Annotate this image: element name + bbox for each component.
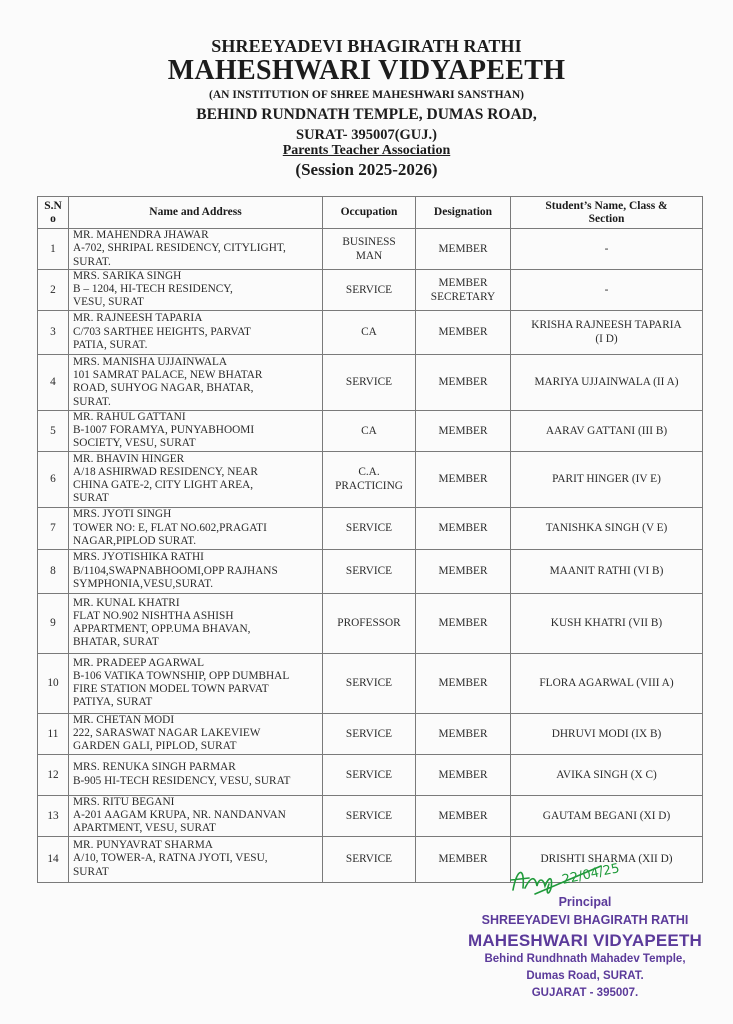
name-address-cell	[69, 451, 323, 507]
occupation-cell-line: SERVICE	[345, 283, 393, 296]
designation-cell	[416, 269, 511, 310]
occupation-cell	[323, 310, 416, 354]
name-address-cell	[69, 507, 323, 549]
designation-cell	[416, 229, 511, 270]
student-cell	[511, 713, 703, 754]
table-row	[38, 593, 703, 653]
student-cell-line: GAUTAM BEGANI (XI D)	[542, 809, 671, 822]
stamp-title: Principal	[558, 895, 612, 909]
occupation-cell-line: SERVICE	[345, 522, 393, 535]
occupation-cell-line: SERVICE	[345, 677, 393, 690]
student-cell	[511, 593, 703, 653]
student-cell-line: -	[604, 283, 609, 296]
column-header-designation: Designation	[416, 197, 511, 229]
student-cell	[511, 549, 703, 593]
designation-cell-line: MEMBER	[438, 242, 488, 255]
name-address-cell	[69, 713, 323, 754]
sno-cell: 9	[38, 593, 69, 653]
occupation-cell	[323, 754, 416, 795]
occupation-cell-line: SERVICE	[345, 565, 393, 578]
name-address-cell-line: MRS. RENUKA SINGH PARMAR	[73, 761, 236, 774]
name-address-cell-line: A-702, SHRIPAL RESIDENCY, CITYLIGHT,	[73, 242, 286, 255]
designation-cell-line: MEMBER	[438, 727, 488, 740]
occupation-cell	[323, 451, 416, 507]
name-address-cell-line: B-1007 FORAMYA, PUNYABHOOMI	[73, 424, 255, 437]
school-name: MAHESHWARI VIDYAPEETH	[167, 55, 566, 86]
designation-cell	[416, 653, 511, 713]
student-cell-line: TANISHKA SINGH (V E)	[545, 522, 668, 535]
column-header-student: Student’s Name, Class & Section	[511, 197, 703, 229]
table-row	[38, 653, 703, 713]
designation-cell	[416, 593, 511, 653]
column-header-sno: S.N o	[38, 197, 69, 229]
column-header-occupation: Occupation	[323, 197, 416, 229]
name-address-cell-line: SURAT	[73, 865, 109, 878]
student-cell-line: FLORA AGARWAL (VIII A)	[539, 677, 674, 690]
name-address-cell-line: MRS. JYOTI SINGH	[73, 508, 172, 521]
name-address-cell-line: APARTMENT, VESU, SURAT	[73, 822, 216, 835]
name-address-cell-line: 222, SARASWAT NAGAR LAKEVIEW	[73, 727, 261, 740]
sno-cell: 2	[38, 269, 69, 310]
occupation-cell	[323, 836, 416, 882]
name-address-cell	[69, 836, 323, 882]
designation-cell	[416, 410, 511, 451]
student-cell	[511, 354, 703, 410]
designation-cell-line: MEMBER	[438, 424, 488, 437]
occupation-cell	[323, 507, 416, 549]
designation-cell-line: MEMBER	[438, 522, 488, 535]
name-address-cell-line: GARDEN GALI, PIPLOD, SURAT	[73, 740, 237, 753]
occupation-cell	[323, 354, 416, 410]
name-address-cell	[69, 310, 323, 354]
name-address-cell	[69, 269, 323, 310]
name-address-cell-line: TOWER NO: E, FLAT NO.602,PRAGATI	[73, 521, 267, 534]
designation-cell-line: MEMBER	[438, 376, 488, 389]
designation-cell	[416, 507, 511, 549]
designation-cell	[416, 754, 511, 795]
designation-cell	[416, 795, 511, 836]
occupation-cell-line: C.A.	[358, 466, 380, 479]
name-address-cell	[69, 410, 323, 451]
pta-members-table	[37, 196, 703, 883]
name-address-cell-line: APPARTMENT, OPP.UMA BHAVAN,	[73, 623, 251, 636]
name-address-cell-line: MR. KUNAL KHATRI	[73, 596, 180, 609]
student-cell-line: AVIKA SINGH (X C)	[556, 768, 657, 781]
student-cell	[511, 653, 703, 713]
occupation-cell-line: SERVICE	[345, 768, 393, 781]
designation-cell-line: MEMBER	[438, 326, 488, 339]
name-address-cell-line: PATIA, SURAT.	[73, 338, 148, 351]
designation-cell	[416, 836, 511, 882]
stamp-line-1: SHREEYADEVI BHAGIRATH RATHI	[481, 913, 689, 927]
sno-cell: 12	[38, 754, 69, 795]
name-address-cell-line: MRS. SARIKA SINGH	[73, 269, 182, 282]
occupation-cell-line: PROFESSOR	[337, 617, 401, 630]
occupation-cell-line: CA	[361, 326, 377, 339]
name-address-cell-line: B – 1204, HI-TECH RESIDENCY,	[73, 283, 233, 296]
name-address-cell-line: NAGAR,PIPLOD SURAT.	[73, 534, 197, 547]
name-address-cell-line: A-201 AAGAM KRUPA, NR. NANDANVAN	[73, 808, 286, 821]
designation-cell	[416, 354, 511, 410]
occupation-cell	[323, 653, 416, 713]
stamp-line-4: Dumas Road, SURAT.	[526, 970, 644, 982]
name-address-cell-line: SYMPHONIA,VESU,SURAT.	[73, 577, 214, 590]
sno-cell: 4	[38, 354, 69, 410]
student-cell	[511, 795, 703, 836]
student-cell-line: DRISHTI SHARMA (XII D)	[540, 853, 673, 866]
sno-cell: 11	[38, 713, 69, 754]
name-address-cell-line: MR. MAHENDRA JHAWAR	[73, 229, 209, 241]
occupation-cell	[323, 713, 416, 754]
name-address-cell-line: MR. PRADEEP AGARWAL	[73, 656, 205, 669]
sno-cell: 1	[38, 229, 69, 270]
name-address-cell-line: C/703 SARTHEE HEIGHTS, PARVAT	[73, 325, 251, 338]
committee-title: Parents Teacher Association	[282, 143, 451, 158]
sno-cell: 3	[38, 310, 69, 354]
designation-cell-line: MEMBER	[438, 809, 488, 822]
name-address-cell	[69, 593, 323, 653]
sno-cell: 14	[38, 836, 69, 882]
name-address-cell-line: SURAT.	[73, 395, 111, 408]
name-address-cell-line: SURAT	[73, 492, 109, 505]
name-address-cell-line: CHINA GATE-2, CITY LIGHT AREA,	[73, 479, 254, 492]
occupation-cell-line: PRACTICING	[335, 480, 403, 493]
designation-cell	[416, 713, 511, 754]
student-cell-line: AARAV GATTANI (III B)	[545, 424, 668, 437]
name-address-cell-line: MR. PUNYAVRAT SHARMA	[73, 839, 213, 852]
table-row	[38, 713, 703, 754]
student-cell	[511, 451, 703, 507]
student-cell	[511, 229, 703, 270]
name-address-cell-line: ROAD, SUHYOG NAGAR, BHATAR,	[73, 382, 254, 395]
name-address-cell-line: PATIYA, SURAT	[73, 696, 153, 709]
address-line-2: SURAT- 395007(GUJ.)	[296, 127, 437, 143]
occupation-cell-line: BUSINESS	[342, 235, 396, 248]
name-address-cell-line: MRS. MANISHA UJJAINWALA	[73, 355, 228, 368]
name-address-cell-line: MR. RAJNEESH TAPARIA	[73, 312, 203, 325]
name-address-cell	[69, 549, 323, 593]
student-cell	[511, 269, 703, 310]
sno-cell: 5	[38, 410, 69, 451]
occupation-cell-line: SERVICE	[345, 727, 393, 740]
principal-signature	[505, 858, 635, 898]
name-address-cell-line: FLAT NO.902 NISHTHA ASHISH	[73, 609, 234, 622]
name-address-cell-line: MRS. RITU BEGANI	[73, 795, 175, 808]
institution-line: (AN INSTITUTION OF SHREE MAHESHWARI SANSTHAN)	[209, 89, 524, 101]
signature-date: 22/04/25	[560, 861, 621, 888]
stamp-line-3: Behind Rundhnath Mahadev Temple,	[484, 953, 686, 965]
name-address-cell	[69, 229, 323, 270]
school-trust-name: SHREEYADEVI BHAGIRATH RATHI	[211, 36, 522, 56]
name-address-cell-line: B/1104,SWAPNABHOOMI,OPP RAJHANS	[73, 564, 278, 577]
table-row	[38, 549, 703, 593]
designation-cell	[416, 310, 511, 354]
designation-cell-line: MEMBER	[438, 853, 488, 866]
table-row	[38, 507, 703, 549]
occupation-cell	[323, 410, 416, 451]
name-address-cell-line: B-106 VATIKA TOWNSHIP, OPP DUMBHAL	[73, 669, 290, 682]
sno-cell: 7	[38, 507, 69, 549]
name-address-cell	[69, 795, 323, 836]
student-cell-line: (I D)	[595, 333, 618, 346]
name-address-cell	[69, 354, 323, 410]
student-cell-line: MARIYA UJJAINWALA (II A)	[534, 376, 679, 389]
name-address-cell-line: SOCIETY, VESU, SURAT	[73, 437, 196, 450]
student-cell	[511, 310, 703, 354]
name-address-cell-line: 101 SAMRAT PALACE, NEW BHATAR	[73, 368, 263, 381]
occupation-cell	[323, 795, 416, 836]
designation-cell-line: MEMBER	[438, 276, 488, 289]
occupation-cell-line: CA	[361, 424, 377, 437]
occupation-cell-line: SERVICE	[345, 376, 393, 389]
sno-cell: 8	[38, 549, 69, 593]
table-row	[38, 354, 703, 410]
occupation-cell-line: SERVICE	[345, 853, 393, 866]
designation-cell-line: MEMBER	[438, 473, 488, 486]
student-cell-line: PARIT HINGER (IV E)	[552, 473, 661, 486]
name-address-cell-line: B-905 HI-TECH RESIDENCY, VESU, SURAT	[73, 774, 291, 787]
designation-cell-line: MEMBER	[438, 677, 488, 690]
designation-cell	[416, 549, 511, 593]
occupation-cell	[323, 593, 416, 653]
student-cell	[511, 410, 703, 451]
designation-cell-line: MEMBER	[438, 768, 488, 781]
occupation-cell	[323, 549, 416, 593]
stamp-line-5: GUJARAT - 395007.	[531, 987, 639, 999]
sno-cell: 13	[38, 795, 69, 836]
student-cell	[511, 507, 703, 549]
student-cell	[511, 754, 703, 795]
name-address-cell	[69, 653, 323, 713]
name-address-cell-line: MRS. JYOTISHIKA RATHI	[73, 551, 204, 564]
designation-cell	[416, 451, 511, 507]
column-header-name-address: Name and Address	[69, 197, 323, 229]
name-address-cell-line: VESU, SURAT	[73, 296, 144, 309]
table-row	[38, 451, 703, 507]
student-cell-line: DHRUVI MODI (IX B)	[551, 727, 662, 740]
table-row	[38, 310, 703, 354]
sno-cell: 10	[38, 653, 69, 713]
table-row	[38, 754, 703, 795]
name-address-cell-line: A/18 ASHIRWAD RESIDENCY, NEAR	[73, 465, 258, 478]
table-row	[38, 229, 703, 270]
occupation-cell	[323, 229, 416, 270]
name-address-cell-line: MR. RAHUL GATTANI	[73, 410, 186, 423]
stamp-line-2: MAHESHWARI VIDYAPEETH	[467, 931, 703, 950]
sno-cell: 6	[38, 451, 69, 507]
table-row	[38, 795, 703, 836]
occupation-cell-line: MAN	[355, 249, 383, 262]
designation-cell-line: MEMBER	[438, 617, 488, 630]
occupation-cell-line: SERVICE	[345, 809, 393, 822]
table-row	[38, 410, 703, 451]
student-cell-line: KRISHA RAJNEESH TAPARIA	[531, 319, 682, 332]
name-address-cell-line: MR. BHAVIN HINGER	[73, 452, 185, 465]
name-address-cell	[69, 754, 323, 795]
student-cell-line: MAANIT RATHI (VI B)	[549, 565, 664, 578]
address-line-1: BEHIND RUNDNATH TEMPLE, DUMAS ROAD,	[196, 106, 537, 123]
table-header-row	[38, 197, 703, 229]
name-address-cell-line: MR. CHETAN MODI	[73, 713, 175, 726]
name-address-cell-line: BHATAR, SURAT	[73, 636, 159, 649]
name-address-cell-line: A/10, TOWER-A, RATNA JYOTI, VESU,	[73, 852, 268, 865]
student-cell-line: KUSH KHATRI (VII B)	[550, 617, 663, 630]
occupation-cell	[323, 269, 416, 310]
name-address-cell-line: FIRE STATION MODEL TOWN PARVAT	[73, 683, 269, 696]
student-cell-line: -	[604, 242, 609, 255]
session-title: (Session 2025-2026)	[295, 160, 438, 179]
designation-cell-line: SECRETARY	[430, 290, 496, 303]
designation-cell-line: MEMBER	[438, 565, 488, 578]
name-address-cell-line: SURAT.	[73, 255, 111, 268]
table-row	[38, 269, 703, 310]
